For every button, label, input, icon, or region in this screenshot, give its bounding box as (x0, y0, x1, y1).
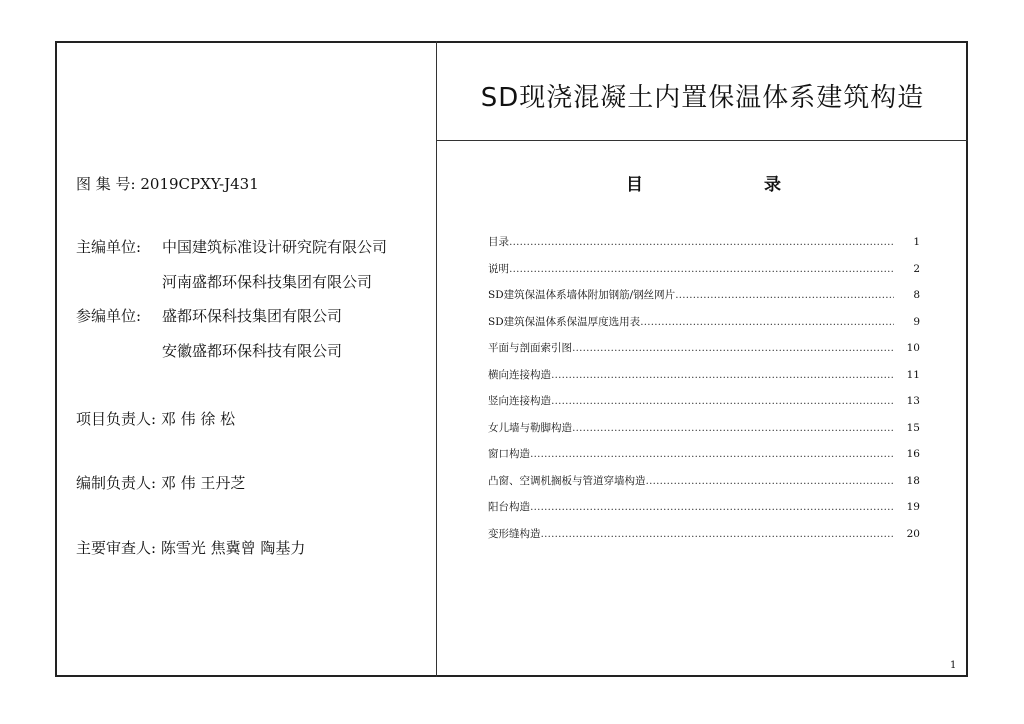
toc-item-page: 20 (906, 527, 920, 540)
project-lead: 项目负责人: 邓 伟 徐 松 (76, 410, 236, 428)
toc-item[interactable] (488, 367, 920, 394)
atlas-number: 图 集 号: 2019CPXY-J431 (76, 175, 259, 193)
toc-item-page: 9 (913, 315, 920, 328)
toc-item-label: 凸窗、空调机搁板与管道穿墙构造 (488, 474, 646, 487)
toc-item-page: 1 (913, 236, 920, 248)
toc-item-page: 15 (906, 421, 920, 434)
toc-leader (646, 475, 895, 487)
toc-item[interactable] (488, 314, 920, 341)
toc-item-label: 竖向连接构造 (488, 395, 551, 407)
toc-item[interactable] (488, 446, 920, 473)
toc-item[interactable] (488, 393, 920, 420)
toc-heading-left: 目 (626, 175, 643, 195)
toc-item[interactable] (488, 420, 920, 447)
table-of-contents (488, 234, 920, 552)
chief-editor-unit-2: 河南盛都环保科技集团有限公司 (162, 273, 373, 291)
toc-item[interactable] (488, 526, 920, 553)
toc-item[interactable] (488, 499, 920, 526)
toc-item[interactable] (488, 261, 920, 288)
toc-leader (551, 395, 894, 407)
toc-item-page: 10 (906, 342, 920, 354)
toc-item-label: SD建筑保温体系墙体附加钢筋/钢丝网片 (488, 289, 676, 301)
page-number: 1 (950, 660, 957, 671)
toc-item-page: 11 (906, 368, 920, 381)
toc-item-label: 说明 (488, 262, 509, 275)
toc-item[interactable] (488, 287, 920, 314)
toc-leader (509, 263, 894, 275)
co-editor-unit-2: 安徽盛都环保科技有限公司 (162, 342, 343, 360)
toc-item-label: 横向连接构造 (488, 368, 551, 381)
document-title: SD现浇混凝土内置保温体系建筑构造 (480, 82, 925, 113)
toc-leader (572, 422, 894, 434)
toc-item-page: 8 (913, 289, 920, 301)
toc-item-label: SD建筑保温体系保温厚度选用表 (488, 315, 641, 328)
toc-leader (509, 236, 894, 248)
toc-item-page: 13 (906, 395, 920, 407)
toc-leader (530, 448, 894, 460)
toc-item-label: 平面与剖面索引图 (488, 342, 572, 354)
toc-item[interactable] (488, 234, 920, 261)
toc-item-page: 19 (906, 501, 920, 513)
toc-item-page: 18 (906, 474, 920, 487)
co-editor-label: 参编单位: (76, 307, 142, 325)
chief-reviewers: 主要审查人: 陈雪光 焦冀曾 陶基力 (76, 539, 306, 557)
horizontal-divider (436, 140, 968, 141)
toc-leader (572, 342, 894, 354)
chief-editor-label: 主编单位: (76, 238, 142, 256)
toc-leader (675, 289, 894, 301)
editor-lead: 编制负责人: 邓 伟 王丹芝 (76, 474, 246, 492)
toc-item-label: 女儿墙与勒脚构造 (488, 421, 572, 434)
vertical-divider (436, 41, 437, 677)
toc-item[interactable] (488, 340, 920, 367)
toc-item-label: 目录 (488, 236, 509, 248)
toc-item-label: 窗口构造 (488, 448, 530, 460)
toc-leader (551, 369, 894, 381)
toc-item-page: 16 (906, 448, 920, 460)
chief-editor-unit-1: 中国建筑标准设计研究院有限公司 (162, 238, 388, 256)
toc-leader (640, 316, 894, 328)
co-editor-unit-1: 盛都环保科技集团有限公司 (162, 307, 343, 325)
toc-item-page: 2 (913, 262, 920, 275)
toc-heading-right: 录 (764, 175, 781, 195)
toc-item-label: 变形缝构造 (488, 527, 541, 540)
toc-leader (530, 501, 894, 513)
toc-leader (541, 528, 895, 540)
toc-item-label: 阳台构造 (488, 501, 530, 513)
toc-item[interactable] (488, 473, 920, 500)
